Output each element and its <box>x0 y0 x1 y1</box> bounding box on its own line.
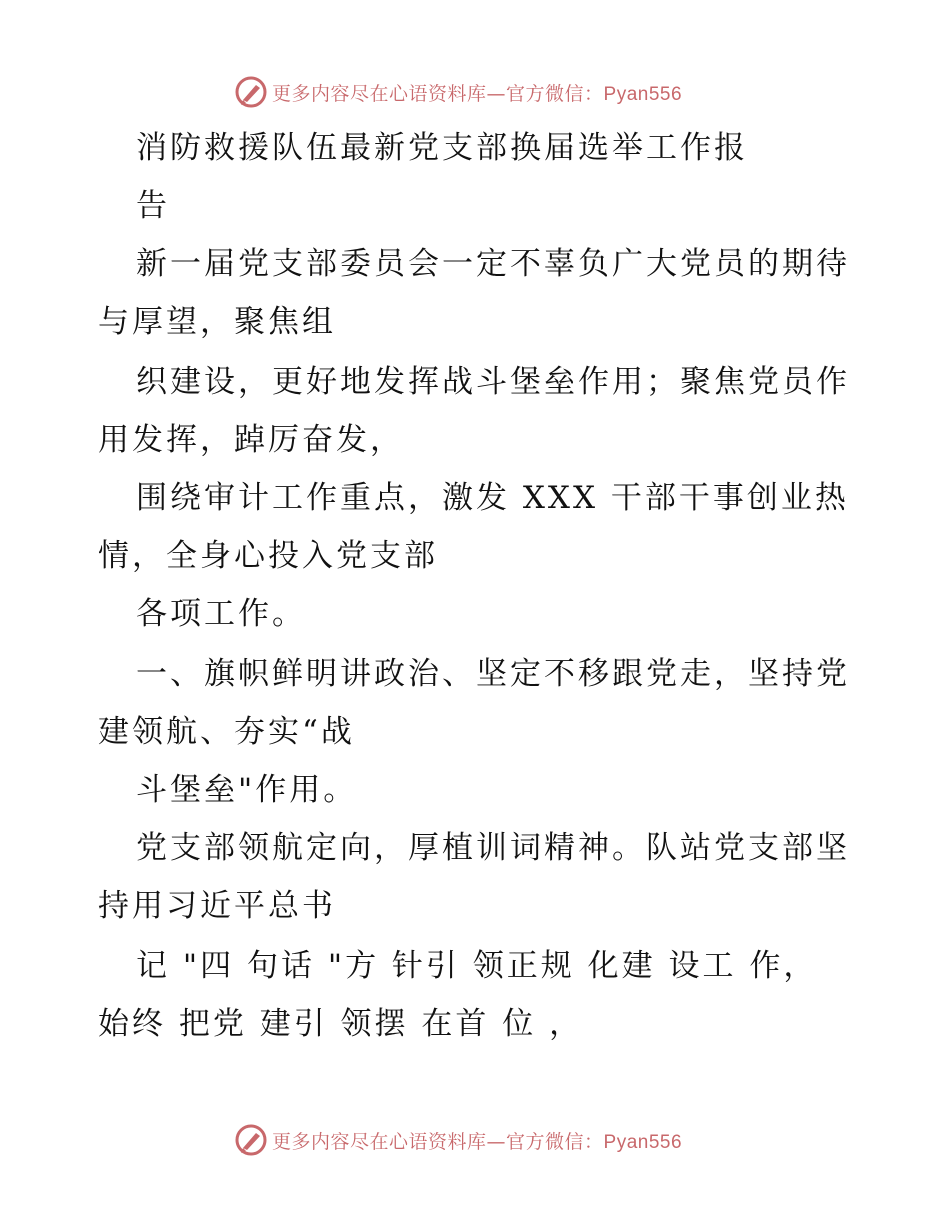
paragraph-line: 一、旗帜鲜明讲政治、坚定不移跟党走，坚持党 <box>136 656 850 692</box>
paragraph-line: 持用习近平总书 <box>98 888 336 924</box>
paragraph-line: 新一届党支部委员会一定不辜负广大党员的期待 <box>136 246 850 282</box>
paragraph-line: 用发挥，踔厉奋发， <box>98 422 404 458</box>
title-line-1: 消防救援队伍最新党支部换届选举工作报 <box>136 130 748 166</box>
paragraph-line: 与厚望，聚焦组 <box>98 304 336 340</box>
paragraph-line: 始终 把党 建引 领摆 在首 位 ， <box>98 1006 584 1042</box>
watermark-text: 更多内容尽在心语资料库—官方微信：Pyan556 <box>272 1130 683 1153</box>
paragraph-line: 织建设，更好地发挥战斗堡垒作用；聚焦党员作 <box>136 364 850 400</box>
watermark-text: 更多内容尽在心语资料库—官方微信：Pyan556 <box>272 82 683 105</box>
paragraph-line: 各项工作。 <box>136 596 306 632</box>
title-line-2: 告 <box>136 188 170 224</box>
footer-watermark <box>0 1120 950 1160</box>
pen-logo-icon <box>234 1123 268 1157</box>
paragraph-line: 围绕审计工作重点，激发 XXX 干部干事创业热 <box>136 480 849 516</box>
header-watermark <box>0 72 950 112</box>
paragraph-line: 记 "四 句话 "方 针引 领正规 化建 设工 作， <box>136 948 818 984</box>
paragraph-line: 党支部领航定向，厚植训词精神。队站党支部坚 <box>136 830 850 866</box>
paragraph-line: 建领航、夯实“战 <box>98 714 355 750</box>
pen-logo-icon <box>234 75 268 109</box>
paragraph-line: 情，全身心投入党支部 <box>98 538 438 574</box>
paragraph-line: 斗堡垒"作用。 <box>136 772 358 808</box>
